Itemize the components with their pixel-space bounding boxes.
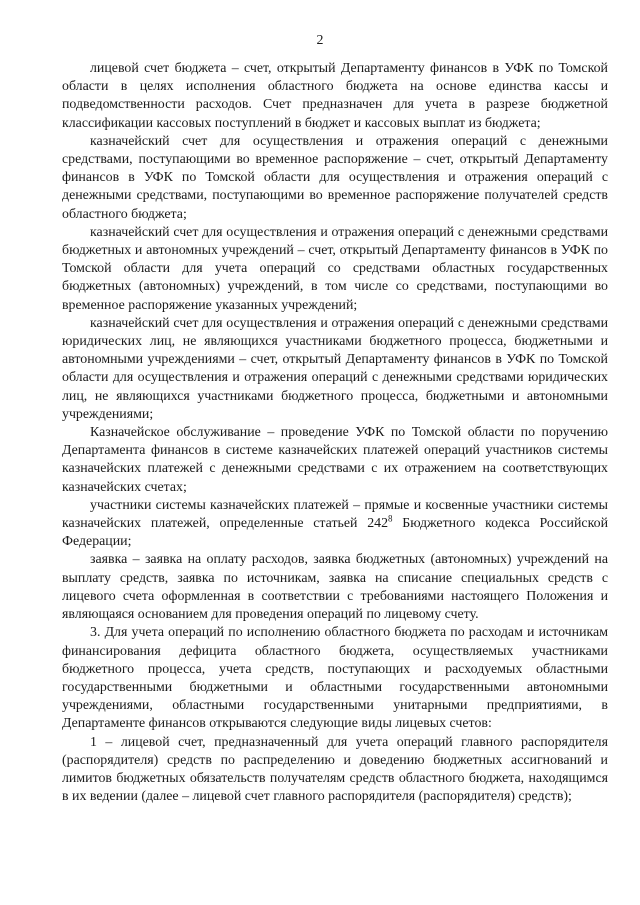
paragraph-payment-participants — [62, 497, 608, 552]
page-number: 2 — [316, 33, 324, 48]
paragraph-personal-account: лицевой счет бюджета – счет, открытый Департаменту финансов в УФК по Томской области в целях исполнения областного бюджета на основе единства кассы и подведомственности расходов. Счет предназначен для учета в разрезе бюджетной классификации кассовых поступлений в бюджет и кассовых выплат из бюджета; — [62, 61, 608, 131]
participants-text: участники системы казначейских платежей – прямые и косвенные участники системы казначейских платежей, определенные статьей 242 — [62, 497, 608, 532]
paragraph-account-type-1: 1 – лицевой счет, предназначенный для учета операций главного распорядителя (распорядителя) средств по распределению и доведению бюджетных ассигнований и лимитов бюджетных обязательств получателям средств областного бюджета, находящимся в их ведении (далее – лицевой счет главного распорядителя (распорядителя) средств); — [62, 734, 608, 805]
paragraph-temp-disposal-account: казначейский счет для осуществления и отражения операций с денежными средствами, поступающими во временное распоряжение – счет, открытый Департаменту финансов в УФК по Томской области для осуществления и отражения операций с денежными средствами, поступающими во временное распоряжение получателей средств областного бюджета; — [62, 133, 608, 222]
article-superscript: 8 — [388, 513, 393, 524]
paragraph-treasury-service: Казначейское обслуживание – проведение УФК по Томской области по поручению Департамента финансов в системе казначейских платежей операций участников системы казначейских платежей с денежными средствами с их отражением на соответствующих казначейских счетах; — [62, 425, 608, 495]
participants-text-end: Бюджетного кодекса Российской Федерации; — [62, 516, 609, 550]
paragraph-section-3: 3. Для учета операций по исполнению областного бюджета по расходам и источникам финансирования дефицита областного бюджета, осуществляемых участниками бюджетного процесса, учета средств, поступающих и расходуемых областными государственными бюджетными и областными государственными автономными учреждениями, областными государственными унитарными предприятиями, в Департаменте финансов открываются следующие виды лицевых счетов: — [62, 625, 608, 732]
paragraph-budget-institutions-account: казначейский счет для осуществления и отражения операций с денежными средствами бюджетных и автономных учреждений – счет, открытый Департаменту финансов в УФК по Томской области для учета операций со средствами областных государственных бюджетных (автономных) учреждений, в том числе со средствами, поступающими во временное распоряжение указанных учреждений; — [62, 224, 608, 313]
paragraph-application: заявка – заявка на оплату расходов, заявка бюджетных (автономных) учреждений на выплату средств, заявка по источникам, заявка на списание специальных средств с лицевого счета оформленная в соответствии с требованиями настоящего Положения и являющаяся основанием для проведения операций по лицевому счету. — [62, 552, 608, 623]
paragraph-legal-entities-account: казначейский счет для осуществления и отражения операций с денежными средствами юридических лиц, не являющихся участниками бюджетного процесса, бюджетными и автономными учреждениями – счет, открытый Департаменту финансов в УФК по Томской области для осуществления и отражения операций с денежными средствами юридических лиц, не являющихся участниками бюджетного процесса, бюджетными и автономными учреждениями; — [62, 315, 608, 422]
